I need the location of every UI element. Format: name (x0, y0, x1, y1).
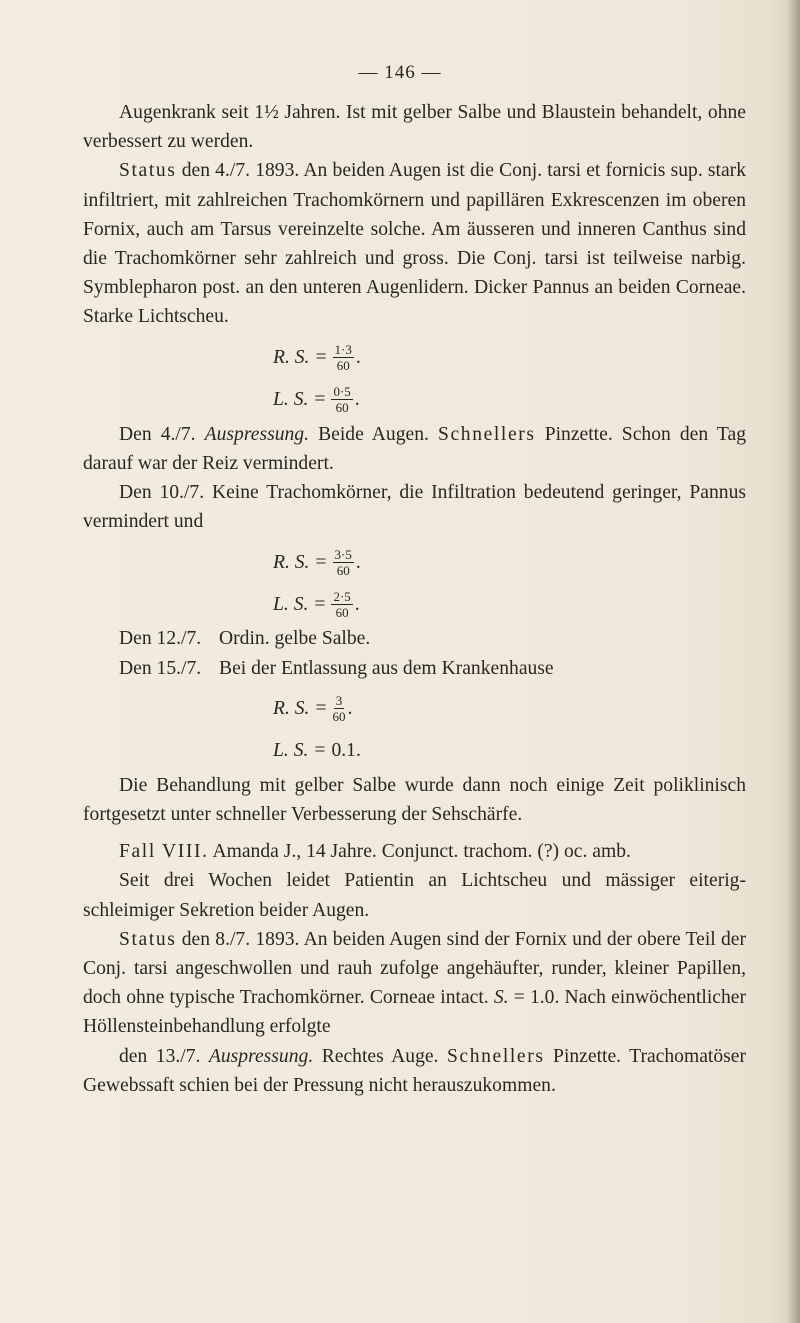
page-edge-shadow (786, 0, 800, 1323)
paragraph-status-1: Status den 4./7. 1893. An beiden Augen ist die Conj. tarsi et fornicis sup. stark infiltriert, mit zahlreichen Trachomkörnern und papillären Exkrescenzen im oberen Fornix, auch am Tarsus vereinzelte solche. Am äusseren und inneren Canthus sind die Trachomkörner sehr zahlreich und gross. Die Conj. tarsi ist teilweise narbig. Symblepharon post. an den unteren Augenlidern. Dicker Pannus an beiden Corneae. Starke Lichtscheu. (83, 160, 746, 328)
fraction: $\frac{2\cdot 5}{60}$ (333, 588, 351, 620)
fraction: $\frac{3}{60}$ (332, 693, 346, 725)
entry-12-7: Den 12./7. Ordin. gelbe Salbe. (119, 628, 371, 650)
visus-left-2: L. S. = $\frac{2\cdot 5}{60}$ . (273, 588, 360, 620)
body-text (83, 98, 746, 1100)
fraction: $\frac{0\cdot 5}{60}$ (333, 384, 351, 416)
paragraph-behandlung: Die Behandlung mit gelber Salbe wurde dann noch einige Zeit poliklinisch fortgesetzt unter schneller Verbesserung der Sehschärfe. (83, 774, 746, 826)
paragraph-anamnese: Seit drei Wochen leidet Patientin an Lichtscheu und mässiger eiterig-schleimiger Sekretion beider Augen. (83, 870, 746, 921)
paragraph-fall-8: Fall VIII. Amanda J., 14 Jahre. Conjunct. trachom. (?) oc. amb. (119, 841, 631, 863)
visus-left-3: L. S. = 0.1. (273, 740, 361, 762)
entry-15-7: Den 15./7. Bei der Entlassung aus dem Krankenhause (119, 657, 554, 679)
fraction: $\frac{1\cdot 3}{60}$ (334, 342, 352, 374)
fraction: $\frac{3\cdot 5}{60}$ (334, 546, 352, 578)
paragraph-history: Augenkrank seit 1½ Jahren. Ist mit gelber Salbe und Blaustein behandelt, ohne verbessert zu werden. (83, 102, 746, 153)
visus-right-2: R. S. = $\frac{3\cdot 5}{60}$ . (273, 546, 361, 578)
visus-right-1: R. S. = $\frac{1\cdot 3}{60}$ . (273, 342, 361, 374)
paragraph-auspressung-1: Den 4./7. Auspressung. Beide Augen. Schnellers Pinzette. Schon den Tag darauf war der Reiz vermindert. (83, 423, 746, 474)
page-number: — 146 — (358, 62, 442, 83)
case-heading: Fall VIII. (119, 841, 209, 863)
visus-left-1: L. S. = $\frac{0\cdot 5}{60}$ . (273, 384, 360, 416)
paragraph-10-7: Den 10./7. Keine Trachomkörner, die Infiltration bedeutend geringer, Pannus vermindert und (83, 482, 746, 533)
status-label: Status (119, 160, 177, 182)
paragraph-auspressung-2: den 13./7. Auspressung. Rechtes Auge. Schnellers Pinzette. Trachomatöser Gewebssaft schien bei der Pressung nicht herauszukommen. (83, 1045, 746, 1096)
paragraph-status-2: Status den 8./7. 1893. An beiden Augen sind der Fornix und der obere Teil der Conj. tarsi angeschwollen und rauh zufolge angehäufter, runder, kleiner Papillen, doch ohne typische Trachomkörner. Corneae intact. S. = 1.0. Nach einwöchentlicher Höllensteinbehandlung erfolgte (83, 928, 746, 1038)
visus-right-3: R. S. = $\frac{3}{60}$ . (273, 693, 353, 725)
